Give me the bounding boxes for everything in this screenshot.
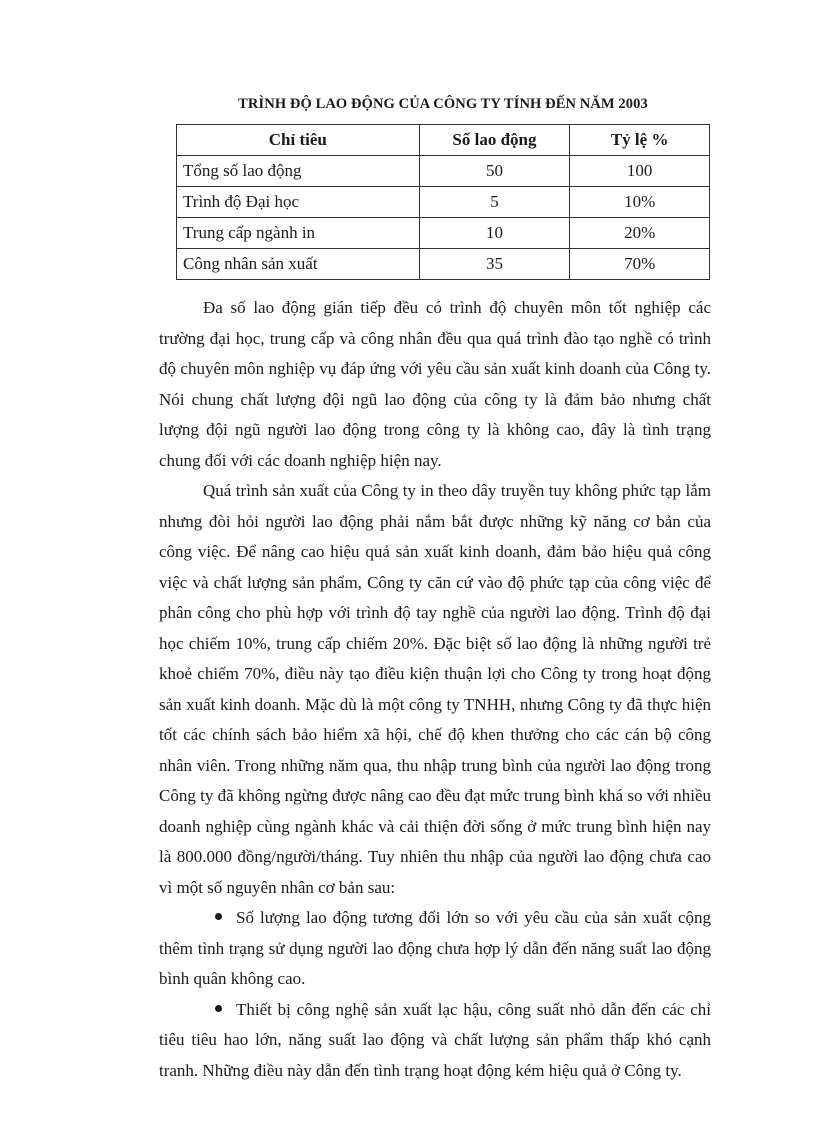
table-cell: Trung cấp ngành in (177, 218, 420, 249)
column-header-count: Số lao động (419, 125, 570, 156)
bullet-text: Thiết bị công nghệ sản xuất lạc hậu, công suất nhỏ dẫn đến các chỉ tiêu tiêu hao lớn, năng suất lao động và chất lượng sản phẩm thấp khó cạnh tranh. Những điều này dẫn đến tình trạng hoạt động kém hiệu quả ở Công ty. (159, 999, 711, 1080)
table-cell: 20% (570, 218, 710, 249)
table-title: TRÌNH ĐỘ LAO ĐỘNG CỦA CÔNG TY TÍNH ĐẾN NĂM 2003 (238, 96, 648, 112)
paragraph: Đa số lao động gián tiếp đều có trình độ chuyên môn tốt nghiệp các trường đại học, trung cấp và công nhân đều qua quá trình đào tạo nghề có trình độ chuyên môn nghiệp vụ đáp ứng với yêu cầu sản xuất kinh doanh của Công ty. Nói chung chất lượng đội ngũ lao động của công ty là đảm bảo nhưng chất lượng đội ngũ người lao động trong công ty là không cao, đây là tình trạng chung đối với các doanh nghiệp hiện nay. (159, 298, 711, 470)
table-cell: 70% (570, 249, 710, 280)
table-cell: 10 (419, 218, 570, 249)
bullet-item (159, 995, 711, 1087)
table-header-row (177, 125, 710, 156)
table-row (177, 187, 710, 218)
column-header-criteria: Chỉ tiêu (177, 125, 420, 156)
table-cell: Tổng số lao động (177, 156, 420, 187)
column-header-ratio: Tỷ lệ % (570, 125, 710, 156)
bullet-text: Số lượng lao động tương đối lớn so với yêu cầu của sản xuất cộng thêm tình trạng sử dụng người lao động chưa hợp lý dẫn đến năng suất lao động bình quân không cao. (159, 908, 711, 988)
table-cell: 100 (570, 156, 710, 187)
table-cell: 10% (570, 187, 710, 218)
table-cell: 50 (419, 156, 570, 187)
bullet-icon (215, 913, 222, 920)
body-text (159, 293, 711, 1086)
paragraph: Quá trình sản xuất của Công ty in theo dây truyền tuy không phức tạp lắm nhưng đòi hỏi người lao động phải nắm bắt được những kỹ năng cơ bản của công việc. Để nâng cao hiệu quả sản xuất kinh doanh, đảm bảo hiệu quả công việc và chất lượng sản phẩm, Công ty căn cứ vào độ phức tạp của công việc để phân công cho phù hợp với trình độ tay nghề của người lao động. Trình độ đại học chiếm 10%, trung cấp chiếm 20%. Đặc biệt số lao động là những người trẻ khoẻ chiếm 70%, điều này tạo điều kiện thuận lợi cho Công ty trong hoạt động sản xuất kinh doanh. Mặc dù là một công ty TNHH, nhưng Công ty đã thực hiện tốt các chính sách bảo hiểm xã hội, chế độ khen thưởng cho các cán bộ công nhân viên. Trong những năm qua, thu nhập trung bình của người lao động trong Công ty đã không ngừng được nâng cao đều đạt mức trung bình khá so với nhiều doanh nghiệp cùng ngành khác và cải thiện đời sống ở mức trung bình hiện nay là 800.000 đồng/người/tháng. Tuy nhiên thu nhập của người lao động chưa cao vì một số nguyên nhân cơ bản sau: (159, 481, 711, 897)
table-row (177, 156, 710, 187)
table-cell: 35 (419, 249, 570, 280)
table-cell: Công nhân sản xuất (177, 249, 420, 280)
bullet-icon (215, 1005, 222, 1012)
table-row (177, 249, 710, 280)
table-cell: Trình độ Đại học (177, 187, 420, 218)
table-row (177, 218, 710, 249)
table-cell: 5 (419, 187, 570, 218)
labor-table (176, 124, 710, 280)
bullet-item (159, 903, 711, 995)
